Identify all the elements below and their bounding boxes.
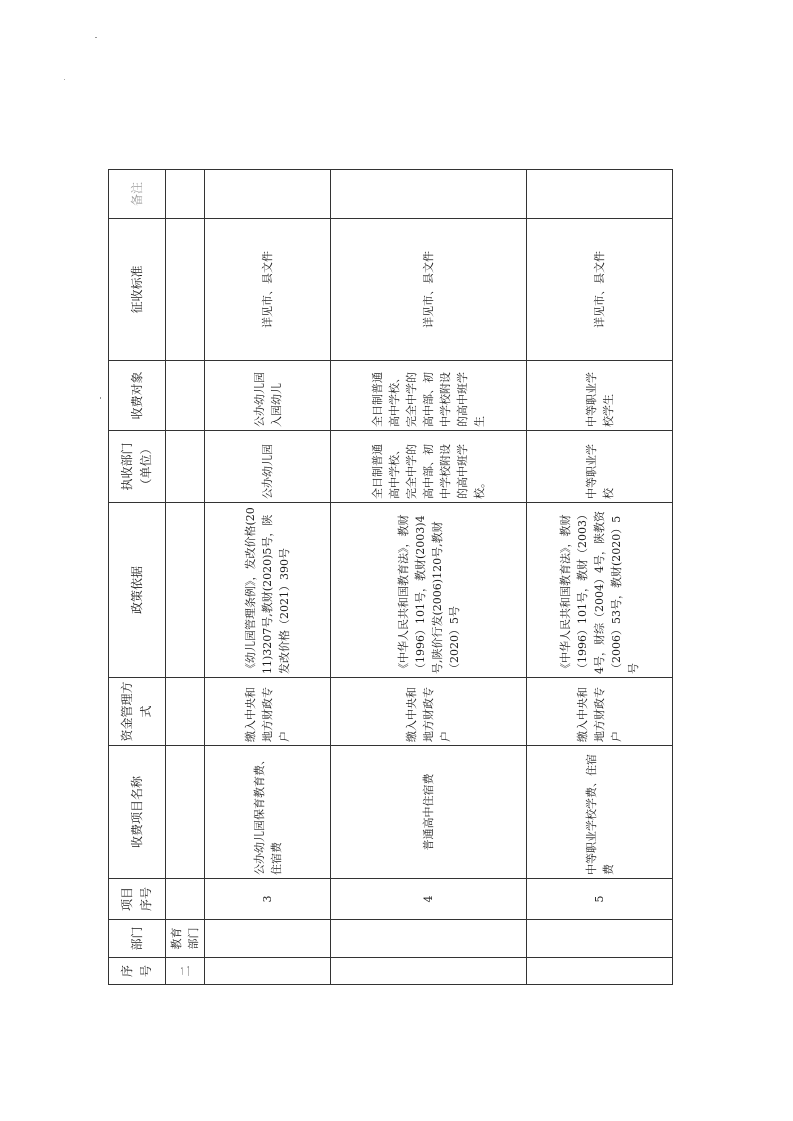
row-target: 全日制普通高中学校、完全中学的高中部、初中学校附设的高中班学生 xyxy=(331,361,527,431)
header-note: 备注 xyxy=(109,170,166,219)
row-policy: 《中华人民共和国教育法》，教财（1996）101号，教财（2003）4号，财综（2004）4号，陕教资（2006）53号，教财(2020）5号 xyxy=(527,503,673,678)
row-policy: 《幼儿园管理条例》，发改价格(2011)3207号,教财(2020)5号，陕发改价格（2021）390号 xyxy=(205,503,331,678)
row-target: 公办幼儿园入园幼儿 xyxy=(205,361,331,431)
row-standard: 详见市、县文件 xyxy=(331,219,527,361)
table-row xyxy=(205,170,331,985)
row-item-name: 公办幼儿园保育教育费、住宿费 xyxy=(205,746,331,879)
row-fund-mgmt: 缴入中央和地方财政专户 xyxy=(331,678,527,746)
scan-speck xyxy=(95,37,97,38)
scan-speck xyxy=(100,397,101,399)
table-row xyxy=(527,170,673,985)
row-standard: 详见市、县文件 xyxy=(527,219,673,361)
header-item-no: 项目序号 xyxy=(109,879,166,920)
header-seq: 序号 xyxy=(109,958,166,985)
row-item-name: 中等职业学校学费、住宿费 xyxy=(527,746,673,879)
header-policy: 政策依据 xyxy=(109,503,166,678)
empty-cell xyxy=(166,170,205,219)
empty-cell xyxy=(205,958,331,985)
empty-cell xyxy=(166,678,205,746)
empty-cell xyxy=(166,219,205,361)
header-standard: 征收标准 xyxy=(109,219,166,361)
header-row xyxy=(109,170,166,985)
row-item-no: 4 xyxy=(331,879,527,920)
section-seq: 二 xyxy=(166,958,205,985)
row-item-no: 3 xyxy=(205,879,331,920)
header-collector: 执收部门（单位） xyxy=(109,431,166,503)
row-note xyxy=(205,170,331,219)
table-row xyxy=(331,170,527,985)
section-dept: 教育部门 xyxy=(166,920,205,958)
header-fund-mgmt: 资金管理方式 xyxy=(109,678,166,746)
row-standard: 详见市、县文件 xyxy=(205,219,331,361)
empty-cell xyxy=(331,920,527,958)
empty-cell xyxy=(205,920,331,958)
scan-speck xyxy=(64,79,65,80)
empty-cell xyxy=(166,746,205,879)
row-policy: 《中华人民共和国教育法》，教财（1996）101号，教财(2003)4号,陕价行发(2006)120号,教财（2020）5号 xyxy=(331,503,527,678)
row-note xyxy=(527,170,673,219)
row-fund-mgmt: 缴入中央和地方财政专户 xyxy=(527,678,673,746)
empty-cell xyxy=(166,361,205,431)
row-collector: 中等职业学校 xyxy=(527,431,673,503)
empty-cell xyxy=(166,503,205,678)
header-dept: 部门 xyxy=(109,920,166,958)
header-target: 收费对象 xyxy=(109,361,166,431)
empty-cell xyxy=(527,958,673,985)
section-row xyxy=(166,170,205,985)
row-fund-mgmt: 缴入中央和地方财政专户 xyxy=(205,678,331,746)
empty-cell xyxy=(166,431,205,503)
row-target: 中等职业学校学生 xyxy=(527,361,673,431)
row-collector: 公办幼儿园 xyxy=(205,431,331,503)
fee-table-rotated xyxy=(108,170,667,985)
row-collector: 全日制普通高中学校、完全中学的高中部、初中学校附设的高中班学校。 xyxy=(331,431,527,503)
empty-cell xyxy=(527,920,673,958)
row-item-name: 普通高中住宿费 xyxy=(331,746,527,879)
empty-cell xyxy=(166,879,205,920)
empty-cell xyxy=(331,958,527,985)
fee-table xyxy=(108,169,673,985)
row-note xyxy=(331,170,527,219)
header-item-name: 收费项目名称 xyxy=(109,746,166,879)
row-item-no: 5 xyxy=(527,879,673,920)
